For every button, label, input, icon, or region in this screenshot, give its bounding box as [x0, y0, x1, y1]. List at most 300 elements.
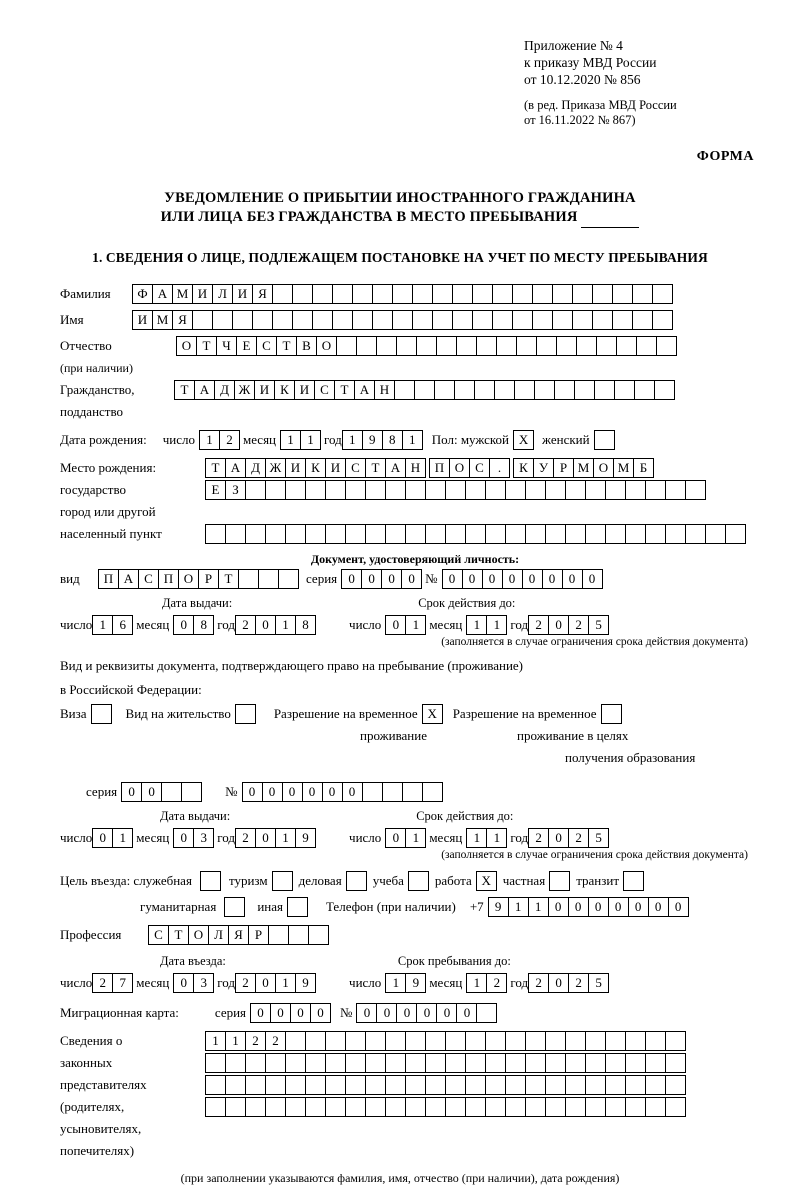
char-cell[interactable] — [645, 524, 666, 544]
char-cell[interactable]: 1 — [405, 828, 426, 848]
char-cell[interactable] — [422, 782, 443, 802]
char-cell[interactable]: 2 — [568, 615, 589, 635]
char-cell[interactable]: 1 — [486, 828, 507, 848]
char-cell[interactable] — [345, 524, 366, 544]
char-cell[interactable] — [452, 310, 473, 330]
char-cell[interactable] — [505, 1031, 526, 1051]
char-cell[interactable]: 0 — [542, 569, 563, 589]
char-cell[interactable]: 0 — [568, 897, 589, 917]
char-cell[interactable] — [285, 1097, 306, 1117]
stay-valid-month-input[interactable] — [466, 828, 506, 848]
birth-month-input[interactable] — [280, 430, 320, 450]
char-cell[interactable]: И — [232, 284, 253, 304]
char-cell[interactable]: 1 — [300, 430, 321, 450]
char-cell[interactable] — [465, 1031, 486, 1051]
char-cell[interactable]: 8 — [295, 615, 316, 635]
char-cell[interactable] — [402, 782, 423, 802]
char-cell[interactable]: 0 — [436, 1003, 457, 1023]
char-cell[interactable] — [285, 1031, 306, 1051]
char-cell[interactable] — [616, 336, 637, 356]
char-cell[interactable] — [585, 524, 606, 544]
char-cell[interactable] — [252, 310, 273, 330]
char-cell[interactable] — [612, 284, 633, 304]
residence-permit-checkbox[interactable] — [235, 704, 256, 724]
char-cell[interactable] — [576, 336, 597, 356]
birth-place-city-line2[interactable] — [205, 480, 705, 500]
patronymic-input[interactable] — [176, 336, 676, 356]
char-cell[interactable] — [161, 782, 182, 802]
char-cell[interactable] — [445, 524, 466, 544]
char-cell[interactable] — [376, 336, 397, 356]
char-cell[interactable] — [305, 1075, 326, 1095]
char-cell[interactable] — [725, 524, 746, 544]
char-cell[interactable] — [705, 524, 726, 544]
char-cell[interactable]: У — [533, 458, 554, 478]
char-cell[interactable]: 0 — [342, 782, 363, 802]
char-cell[interactable]: И — [254, 380, 275, 400]
purpose-transit-checkbox[interactable] — [623, 871, 644, 891]
char-cell[interactable] — [465, 524, 486, 544]
temp-residence-checkbox[interactable]: Х — [422, 704, 443, 724]
char-cell[interactable]: Т — [365, 458, 386, 478]
char-cell[interactable] — [634, 380, 655, 400]
char-cell[interactable] — [525, 1031, 546, 1051]
char-cell[interactable]: 0 — [255, 828, 276, 848]
char-cell[interactable] — [585, 480, 606, 500]
entry-month-input[interactable] — [173, 973, 213, 993]
char-cell[interactable]: П — [158, 569, 179, 589]
char-cell[interactable]: Е — [236, 336, 257, 356]
char-cell[interactable] — [465, 480, 486, 500]
char-cell[interactable]: 2 — [235, 973, 256, 993]
char-cell[interactable] — [412, 284, 433, 304]
purpose-private-checkbox[interactable] — [549, 871, 570, 891]
char-cell[interactable] — [665, 1075, 686, 1095]
char-cell[interactable] — [205, 1053, 226, 1073]
purpose-service-checkbox[interactable] — [200, 871, 221, 891]
char-cell[interactable] — [565, 1075, 586, 1095]
char-cell[interactable]: Я — [172, 310, 193, 330]
char-cell[interactable] — [436, 336, 457, 356]
char-cell[interactable] — [305, 1053, 326, 1073]
char-cell[interactable]: 0 — [608, 897, 629, 917]
char-cell[interactable] — [345, 1053, 366, 1073]
stay-valid-year-input[interactable] — [528, 828, 608, 848]
char-cell[interactable]: 1 — [205, 1031, 226, 1051]
edu-residence-checkbox[interactable] — [601, 704, 622, 724]
char-cell[interactable] — [434, 380, 455, 400]
char-cell[interactable] — [265, 1097, 286, 1117]
char-cell[interactable]: Р — [553, 458, 574, 478]
char-cell[interactable]: 0 — [361, 569, 382, 589]
char-cell[interactable]: С — [469, 458, 490, 478]
char-cell[interactable]: К — [305, 458, 326, 478]
char-cell[interactable] — [382, 782, 403, 802]
char-cell[interactable]: 2 — [528, 828, 549, 848]
char-cell[interactable] — [632, 310, 653, 330]
char-cell[interactable] — [536, 336, 557, 356]
char-cell[interactable]: 0 — [582, 569, 603, 589]
char-cell[interactable]: 1 — [385, 973, 406, 993]
char-cell[interactable]: 1 — [466, 615, 487, 635]
char-cell[interactable]: 0 — [356, 1003, 377, 1023]
char-cell[interactable]: 0 — [250, 1003, 271, 1023]
char-cell[interactable]: 0 — [290, 1003, 311, 1023]
char-cell[interactable]: 2 — [92, 973, 113, 993]
stay-valid-day-input[interactable] — [385, 828, 425, 848]
char-cell[interactable]: 1 — [405, 615, 426, 635]
char-cell[interactable] — [305, 1097, 326, 1117]
char-cell[interactable] — [385, 1075, 406, 1095]
char-cell[interactable] — [485, 1031, 506, 1051]
char-cell[interactable] — [514, 380, 535, 400]
char-cell[interactable] — [365, 1031, 386, 1051]
char-cell[interactable] — [556, 336, 577, 356]
char-cell[interactable]: С — [256, 336, 277, 356]
char-cell[interactable] — [685, 480, 706, 500]
purpose-humanitarian-checkbox[interactable] — [224, 897, 245, 917]
char-cell[interactable] — [265, 1053, 286, 1073]
char-cell[interactable]: 0 — [270, 1003, 291, 1023]
char-cell[interactable] — [352, 310, 373, 330]
doc-issue-day-input[interactable] — [92, 615, 132, 635]
doc-series-input[interactable] — [341, 569, 421, 589]
char-cell[interactable] — [474, 380, 495, 400]
entry-day-input[interactable] — [92, 973, 132, 993]
char-cell[interactable]: 0 — [173, 973, 194, 993]
char-cell[interactable] — [554, 380, 575, 400]
char-cell[interactable] — [396, 336, 417, 356]
char-cell[interactable] — [592, 310, 613, 330]
char-cell[interactable]: 1 — [508, 897, 529, 917]
char-cell[interactable]: Ж — [234, 380, 255, 400]
char-cell[interactable]: 0 — [173, 615, 194, 635]
char-cell[interactable] — [532, 284, 553, 304]
char-cell[interactable]: 0 — [255, 973, 276, 993]
char-cell[interactable] — [245, 524, 266, 544]
char-cell[interactable]: 1 — [528, 897, 549, 917]
char-cell[interactable] — [356, 336, 377, 356]
doc-number-input[interactable] — [442, 569, 602, 589]
char-cell[interactable] — [605, 1075, 626, 1095]
char-cell[interactable]: 0 — [282, 782, 303, 802]
char-cell[interactable] — [625, 1031, 646, 1051]
char-cell[interactable]: Р — [198, 569, 219, 589]
char-cell[interactable] — [565, 480, 586, 500]
char-cell[interactable] — [238, 569, 259, 589]
purpose-other-checkbox[interactable] — [287, 897, 308, 917]
char-cell[interactable]: 0 — [562, 569, 583, 589]
char-cell[interactable] — [272, 284, 293, 304]
char-cell[interactable]: 5 — [588, 828, 609, 848]
char-cell[interactable] — [632, 284, 653, 304]
char-cell[interactable]: 1 — [92, 615, 113, 635]
char-cell[interactable]: И — [294, 380, 315, 400]
char-cell[interactable]: 6 — [112, 615, 133, 635]
char-cell[interactable] — [205, 1075, 226, 1095]
char-cell[interactable] — [385, 1053, 406, 1073]
char-cell[interactable] — [285, 524, 306, 544]
char-cell[interactable] — [645, 1031, 666, 1051]
char-cell[interactable]: Б — [633, 458, 654, 478]
char-cell[interactable] — [305, 524, 326, 544]
char-cell[interactable] — [365, 1097, 386, 1117]
char-cell[interactable]: Т — [334, 380, 355, 400]
char-cell[interactable] — [432, 284, 453, 304]
legal-rep-input-2[interactable] — [205, 1053, 685, 1073]
char-cell[interactable] — [485, 1075, 506, 1095]
char-cell[interactable]: 0 — [376, 1003, 397, 1023]
char-cell[interactable] — [465, 1053, 486, 1073]
char-cell[interactable] — [445, 1031, 466, 1051]
char-cell[interactable] — [476, 336, 497, 356]
char-cell[interactable] — [325, 1075, 346, 1095]
char-cell[interactable]: 2 — [568, 828, 589, 848]
char-cell[interactable] — [605, 1031, 626, 1051]
char-cell[interactable] — [645, 1053, 666, 1073]
birth-place-city-line3[interactable] — [205, 524, 745, 544]
doc-valid-day-input[interactable] — [385, 615, 425, 635]
doc-issue-month-input[interactable] — [173, 615, 213, 635]
char-cell[interactable]: М — [573, 458, 594, 478]
char-cell[interactable] — [525, 1053, 546, 1073]
char-cell[interactable]: 0 — [502, 569, 523, 589]
char-cell[interactable] — [392, 310, 413, 330]
char-cell[interactable]: 0 — [548, 973, 569, 993]
char-cell[interactable]: С — [314, 380, 335, 400]
char-cell[interactable]: Л — [212, 284, 233, 304]
char-cell[interactable] — [362, 782, 383, 802]
char-cell[interactable]: 0 — [385, 615, 406, 635]
char-cell[interactable] — [565, 1053, 586, 1073]
char-cell[interactable] — [272, 310, 293, 330]
char-cell[interactable] — [505, 480, 526, 500]
sex-male-checkbox[interactable]: Х — [513, 430, 534, 450]
char-cell[interactable]: В — [296, 336, 317, 356]
char-cell[interactable] — [365, 1075, 386, 1095]
char-cell[interactable] — [345, 480, 366, 500]
char-cell[interactable] — [245, 1097, 266, 1117]
char-cell[interactable] — [268, 925, 289, 945]
char-cell[interactable]: 0 — [302, 782, 323, 802]
char-cell[interactable] — [425, 1053, 446, 1073]
char-cell[interactable] — [325, 1097, 346, 1117]
char-cell[interactable]: 0 — [416, 1003, 437, 1023]
doc-issue-year-input[interactable] — [235, 615, 315, 635]
entry-year-input[interactable] — [235, 973, 315, 993]
char-cell[interactable] — [465, 1075, 486, 1095]
char-cell[interactable] — [385, 1031, 406, 1051]
char-cell[interactable]: Я — [252, 284, 273, 304]
char-cell[interactable] — [572, 284, 593, 304]
char-cell[interactable] — [372, 284, 393, 304]
legal-rep-input-3[interactable] — [205, 1075, 685, 1095]
char-cell[interactable] — [545, 1053, 566, 1073]
char-cell[interactable]: С — [345, 458, 366, 478]
char-cell[interactable] — [472, 310, 493, 330]
stay-issue-year-input[interactable] — [235, 828, 315, 848]
char-cell[interactable] — [685, 524, 706, 544]
char-cell[interactable]: 0 — [548, 897, 569, 917]
char-cell[interactable] — [305, 1031, 326, 1051]
char-cell[interactable]: 9 — [405, 973, 426, 993]
char-cell[interactable]: 9 — [488, 897, 509, 917]
char-cell[interactable] — [245, 1053, 266, 1073]
char-cell[interactable] — [245, 480, 266, 500]
char-cell[interactable] — [574, 380, 595, 400]
char-cell[interactable]: 0 — [456, 1003, 477, 1023]
char-cell[interactable]: 1 — [280, 430, 301, 450]
char-cell[interactable] — [552, 284, 573, 304]
char-cell[interactable] — [585, 1097, 606, 1117]
char-cell[interactable] — [352, 284, 373, 304]
char-cell[interactable] — [645, 1097, 666, 1117]
doc-valid-year-input[interactable] — [528, 615, 608, 635]
char-cell[interactable]: 5 — [588, 615, 609, 635]
char-cell[interactable]: 0 — [401, 569, 422, 589]
char-cell[interactable] — [512, 284, 533, 304]
char-cell[interactable]: Ф — [132, 284, 153, 304]
char-cell[interactable]: И — [192, 284, 213, 304]
char-cell[interactable] — [432, 310, 453, 330]
char-cell[interactable] — [534, 380, 555, 400]
char-cell[interactable]: 2 — [486, 973, 507, 993]
char-cell[interactable] — [292, 284, 313, 304]
char-cell[interactable] — [565, 524, 586, 544]
char-cell[interactable]: 0 — [381, 569, 402, 589]
char-cell[interactable]: 0 — [242, 782, 263, 802]
stay-issue-month-input[interactable] — [173, 828, 213, 848]
char-cell[interactable] — [465, 1097, 486, 1117]
char-cell[interactable]: 0 — [262, 782, 283, 802]
char-cell[interactable] — [385, 1097, 406, 1117]
char-cell[interactable]: О — [449, 458, 470, 478]
char-cell[interactable] — [492, 310, 513, 330]
char-cell[interactable]: 0 — [442, 569, 463, 589]
char-cell[interactable]: 7 — [112, 973, 133, 993]
char-cell[interactable] — [265, 1075, 286, 1095]
char-cell[interactable] — [625, 1053, 646, 1073]
char-cell[interactable] — [425, 1031, 446, 1051]
char-cell[interactable] — [414, 380, 435, 400]
char-cell[interactable] — [605, 480, 626, 500]
char-cell[interactable]: 0 — [255, 615, 276, 635]
char-cell[interactable] — [505, 1075, 526, 1095]
char-cell[interactable] — [285, 1053, 306, 1073]
purpose-work-checkbox[interactable]: Х — [476, 871, 497, 891]
char-cell[interactable] — [572, 310, 593, 330]
char-cell[interactable]: 3 — [193, 828, 214, 848]
char-cell[interactable] — [625, 1097, 646, 1117]
char-cell[interactable] — [476, 1003, 497, 1023]
char-cell[interactable] — [492, 284, 513, 304]
char-cell[interactable] — [425, 1075, 446, 1095]
purpose-business-checkbox[interactable] — [346, 871, 367, 891]
birth-place-city-part1[interactable] — [429, 458, 509, 478]
char-cell[interactable]: 9 — [295, 973, 316, 993]
sex-female-checkbox[interactable] — [594, 430, 615, 450]
char-cell[interactable] — [665, 524, 686, 544]
char-cell[interactable]: 3 — [193, 973, 214, 993]
char-cell[interactable]: 1 — [342, 430, 363, 450]
char-cell[interactable]: 1 — [275, 615, 296, 635]
char-cell[interactable] — [512, 310, 533, 330]
char-cell[interactable]: 0 — [548, 615, 569, 635]
char-cell[interactable] — [485, 480, 506, 500]
char-cell[interactable]: 8 — [382, 430, 403, 450]
char-cell[interactable] — [645, 480, 666, 500]
char-cell[interactable] — [365, 1053, 386, 1073]
char-cell[interactable] — [552, 310, 573, 330]
char-cell[interactable] — [612, 310, 633, 330]
char-cell[interactable]: 0 — [628, 897, 649, 917]
char-cell[interactable]: 2 — [568, 973, 589, 993]
char-cell[interactable]: 0 — [173, 828, 194, 848]
char-cell[interactable]: Я — [228, 925, 249, 945]
char-cell[interactable]: О — [593, 458, 614, 478]
char-cell[interactable] — [285, 480, 306, 500]
char-cell[interactable] — [308, 925, 329, 945]
char-cell[interactable] — [605, 524, 626, 544]
char-cell[interactable] — [485, 524, 506, 544]
char-cell[interactable] — [454, 380, 475, 400]
char-cell[interactable]: 1 — [199, 430, 220, 450]
char-cell[interactable]: С — [138, 569, 159, 589]
char-cell[interactable]: А — [385, 458, 406, 478]
char-cell[interactable]: 2 — [528, 973, 549, 993]
char-cell[interactable]: А — [194, 380, 215, 400]
char-cell[interactable] — [645, 1075, 666, 1095]
legal-rep-input-1[interactable] — [205, 1031, 685, 1051]
char-cell[interactable]: 0 — [522, 569, 543, 589]
char-cell[interactable]: 2 — [265, 1031, 286, 1051]
char-cell[interactable]: 2 — [235, 828, 256, 848]
char-cell[interactable] — [405, 524, 426, 544]
char-cell[interactable] — [425, 524, 446, 544]
char-cell[interactable] — [232, 310, 253, 330]
char-cell[interactable] — [585, 1031, 606, 1051]
char-cell[interactable]: Р — [248, 925, 269, 945]
char-cell[interactable]: А — [225, 458, 246, 478]
char-cell[interactable] — [416, 336, 437, 356]
char-cell[interactable] — [565, 1097, 586, 1117]
char-cell[interactable] — [445, 1097, 466, 1117]
birth-place-city-part2[interactable] — [513, 458, 653, 478]
char-cell[interactable] — [494, 380, 515, 400]
char-cell[interactable]: П — [98, 569, 119, 589]
char-cell[interactable] — [525, 480, 546, 500]
char-cell[interactable] — [605, 1097, 626, 1117]
char-cell[interactable] — [265, 524, 286, 544]
char-cell[interactable] — [265, 480, 286, 500]
char-cell[interactable] — [485, 1053, 506, 1073]
char-cell[interactable] — [625, 480, 646, 500]
char-cell[interactable] — [665, 1053, 686, 1073]
char-cell[interactable] — [405, 1097, 426, 1117]
char-cell[interactable]: 0 — [588, 897, 609, 917]
char-cell[interactable]: М — [172, 284, 193, 304]
char-cell[interactable]: 1 — [466, 973, 487, 993]
char-cell[interactable]: 1 — [466, 828, 487, 848]
char-cell[interactable] — [652, 310, 673, 330]
char-cell[interactable]: И — [325, 458, 346, 478]
char-cell[interactable]: А — [354, 380, 375, 400]
char-cell[interactable]: И — [285, 458, 306, 478]
char-cell[interactable] — [345, 1075, 366, 1095]
surname-input[interactable] — [132, 284, 672, 304]
birth-year-input[interactable] — [342, 430, 422, 450]
char-cell[interactable] — [325, 1053, 346, 1073]
